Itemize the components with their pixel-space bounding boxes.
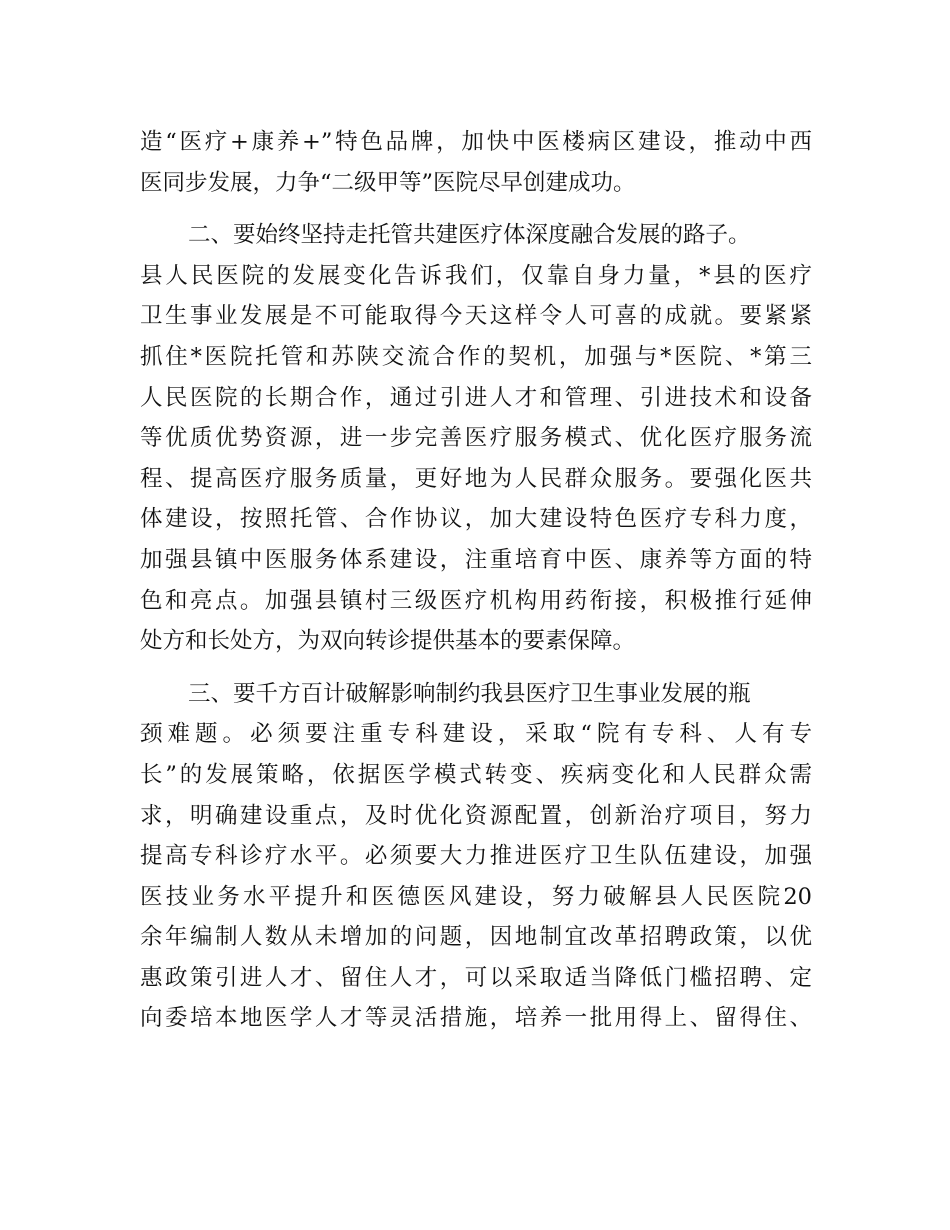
- text-line: 程、提高医疗服务质量，更好地为人民群众服务。要强化医共: [140, 465, 812, 492]
- text-line: 体建设，按照托管、合作协议，加大建设特色医疗专科力度，: [140, 506, 812, 533]
- text-line: 长”的发展策略，依据医学模式转变、疾病变化和人民群众需: [140, 761, 812, 788]
- text-line: 抓住*医院托管和苏陕交流合作的契机，加强与*医院、*第三: [140, 343, 812, 370]
- paragraph-2: [140, 215, 812, 662]
- text-line: 造“医疗+康养+”特色品牌，加快中医楼病区建设，推动中西: [140, 129, 812, 155]
- text-line: 人民医院的长期合作，通过引进人才和管理、引进技术和设备: [140, 384, 812, 411]
- text-line: 颈难题。必须要注重专科建设，采取“院有专科、人有专: [140, 721, 812, 748]
- paragraph-gap: [140, 203, 812, 215]
- text-line: 惠政策引进人才、留住人才，可以采取适当降低门槛招聘、定: [140, 964, 812, 991]
- text-line: 医同步发展，力争“二级甲等”医院尽早创建成功。: [140, 169, 636, 196]
- paragraph-gap: [140, 662, 812, 674]
- paragraph-1: [140, 122, 812, 203]
- text-line: 等优质优势资源，进一步完善医疗服务模式、优化医疗服务流: [140, 425, 812, 452]
- text-line: 县人民医院的发展变化告诉我们，仅靠自身力量，*县的医疗: [140, 262, 812, 289]
- text-line: 处方和长处方，为双向转诊提供基本的要素保障。: [140, 628, 636, 655]
- text-line: 三、要千方百计破解影响制约我县医疗卫生事业发展的瓶: [188, 680, 751, 707]
- text-line: 加强县镇中医服务体系建设，注重培育中医、康养等方面的特: [140, 546, 812, 573]
- text-line: 色和亮点。加强县镇村三级医疗机构用药衔接，积极推行延伸: [140, 587, 812, 614]
- text-line: 二、要始终坚持走托管共建医疗体深度融合发展的路子。: [188, 222, 751, 249]
- text-line: 向委培本地医学人才等灵活措施，培养一批用得上、留得住、: [140, 1005, 812, 1032]
- paragraph-3: [140, 674, 812, 1039]
- text-line: 余年编制人数从未增加的问题，因地制宜改革招聘政策，以优: [140, 924, 812, 951]
- document-body: [140, 122, 812, 1039]
- text-line: 提高专科诊疗水平。必须要大力推进医疗卫生队伍建设，加强: [140, 843, 812, 870]
- text-line: 卫生事业发展是不可能取得今天这样令人可喜的成就。要紧紧: [140, 303, 812, 330]
- text-line: 医技业务水平提升和医德医风建设，努力破解县人民医院20: [140, 883, 812, 910]
- text-line: 求，明确建设重点，及时优化资源配置，创新治疗项目，努力: [140, 802, 812, 829]
